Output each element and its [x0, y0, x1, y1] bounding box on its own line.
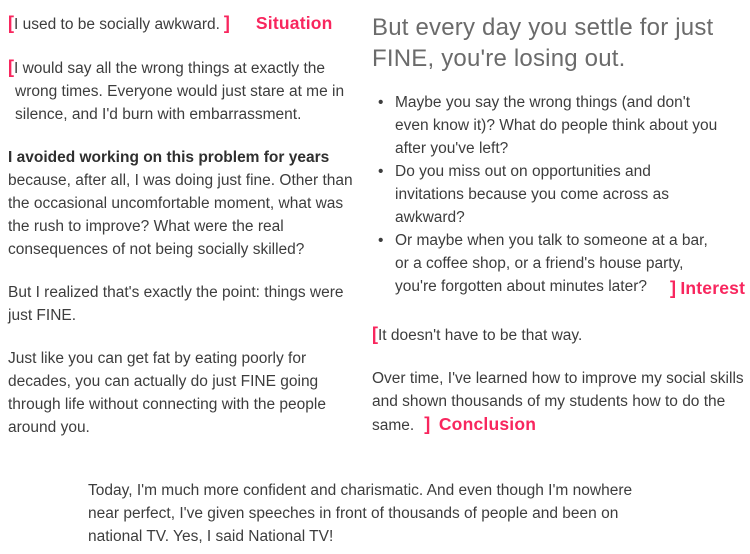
interest-annotation-label: Interest — [680, 278, 746, 298]
left-column — [8, 12, 362, 459]
paragraph-conclusion — [372, 367, 750, 437]
close-bracket-icon: ] — [424, 414, 431, 434]
conclusion-annotation — [424, 414, 537, 434]
section-heading: But every day you settle for just FINE, you're losing out. — [372, 14, 714, 72]
footer-paragraph — [88, 479, 640, 548]
list-item — [378, 160, 726, 229]
bullet-miss-out: Do you miss out on opportunities and invitations because you come across as awkward? — [395, 163, 669, 226]
paragraph-analogy — [8, 347, 362, 439]
close-bracket-icon: ] — [223, 13, 230, 33]
paragraph-situation — [8, 12, 362, 36]
realization-text: But I realized that's exactly the point: things were just FINE. — [8, 284, 344, 324]
consequences-bullet-list — [372, 91, 750, 298]
conclusion-annotation-label: Conclusion — [438, 414, 537, 434]
list-item — [378, 91, 726, 160]
conclusion-text: Over time, I've learned how to improve my social skills and shown thousands of my students how to do the same. — [372, 370, 744, 434]
list-item — [378, 229, 746, 298]
open-bracket-icon: [ — [8, 57, 14, 77]
open-bracket-icon: [ — [8, 13, 14, 33]
paragraph-hope — [372, 323, 750, 347]
open-bracket-icon: [ — [372, 324, 378, 344]
paragraph-realization — [8, 281, 362, 327]
paragraph-backstory — [8, 56, 362, 126]
hope-text: It doesn't have to be that way. — [378, 327, 583, 344]
close-bracket-icon: ] — [670, 278, 676, 298]
paragraph-avoidance — [8, 146, 362, 261]
situation-sentence: I used to be socially awkward. — [14, 16, 220, 33]
situation-annotation-label: Situation — [255, 13, 333, 33]
avoidance-bold-lead: I avoided working on this problem for years — [8, 149, 330, 166]
backstory-text: I would say all the wrong things at exactly the wrong times. Everyone would just stare at me in silence, and I'd burn with embarrassment. — [14, 60, 345, 123]
analogy-text: Just like you can get fat by eating poorly for decades, you can actually do just FINE going through life without connecting with the people around you. — [8, 350, 326, 436]
bullet-wrong-things: Maybe you say the wrong things (and don't even know it)? What do people think about you after you've left? — [395, 94, 718, 157]
right-column — [372, 12, 750, 457]
interest-annotation — [670, 277, 745, 301]
avoidance-rest: because, after all, I was doing just fine. Other than the occasional uncomfortable moment, what was the rush to improve? What were the real consequences of not being socially skilled? — [8, 172, 353, 258]
bullet-forgotten: Or maybe when you talk to someone at a bar, or a coffee shop, or a friend's house party, you're forgotten about minutes later? — [395, 232, 708, 295]
footer-text: Today, I'm much more confident and charismatic. And even though I'm nowhere near perfect, I've given speeches in front of thousands of people and been on national TV. Yes, I said National TV! — [88, 482, 633, 545]
